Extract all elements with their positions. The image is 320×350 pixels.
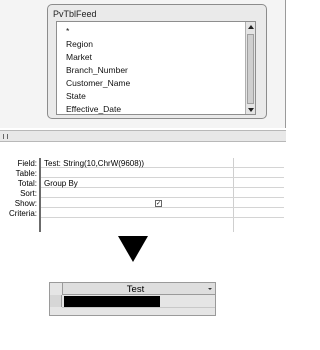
field-list[interactable] — [56, 21, 256, 115]
scroll-up-icon — [248, 25, 254, 29]
chevron-down-icon[interactable] — [208, 288, 212, 290]
row-label-table: Table: — [15, 169, 37, 178]
show-cell — [41, 199, 284, 208]
scroll-grip-icon[interactable] — [3, 134, 8, 139]
scroll-down-icon — [248, 108, 254, 112]
field-cell-value: Test: String(10,ChrW(9608)) — [44, 159, 145, 168]
scroll-thumb[interactable] — [247, 34, 254, 104]
row-label-field: Field: — [17, 159, 37, 168]
total-cell[interactable] — [41, 179, 284, 188]
criteria-cell[interactable] — [41, 209, 284, 218]
field-item-customer-name[interactable]: Customer_Name — [66, 78, 131, 88]
field-list-window[interactable] — [47, 4, 267, 119]
field-item-effective-date[interactable]: Effective_Date — [66, 104, 122, 114]
row-label-criteria: Criteria: — [8, 209, 37, 218]
result-cell[interactable] — [64, 296, 160, 307]
grid-column — [41, 158, 286, 232]
table-cell[interactable] — [41, 169, 284, 178]
field-item-all[interactable]: * — [66, 26, 70, 36]
field-list-scrollbar[interactable] — [245, 22, 255, 114]
field-item-market[interactable]: Market — [66, 52, 92, 62]
design-grid — [0, 158, 286, 232]
grid-row-labels — [0, 158, 38, 232]
column-header-label: Test — [126, 284, 145, 295]
row-label-show: Show: — [14, 199, 37, 208]
field-list-title: PvTblFeed — [53, 9, 97, 19]
total-cell-value: Group By — [44, 179, 78, 188]
result-datasheet — [49, 282, 216, 316]
row-label-total: Total: — [17, 179, 37, 188]
scroll-down-button[interactable] — [246, 105, 255, 114]
column-header[interactable] — [62, 283, 215, 295]
sort-cell[interactable] — [41, 189, 284, 198]
scroll-up-button[interactable] — [246, 22, 255, 31]
pane-horizontal-scrollbar[interactable] — [0, 130, 286, 142]
field-item-state[interactable]: State — [66, 91, 86, 101]
down-triangle-arrow — [118, 236, 148, 262]
field-item-branch-number[interactable]: Branch_Number — [66, 65, 128, 75]
record-selector[interactable] — [50, 295, 62, 307]
field-item-region[interactable]: Region — [66, 39, 93, 49]
row-label-sort: Sort: — [20, 189, 37, 198]
query-tables-pane — [0, 0, 286, 128]
field-cell[interactable] — [41, 159, 284, 168]
row-divider — [62, 307, 215, 308]
show-checkbox[interactable]: ✓ — [156, 201, 162, 207]
